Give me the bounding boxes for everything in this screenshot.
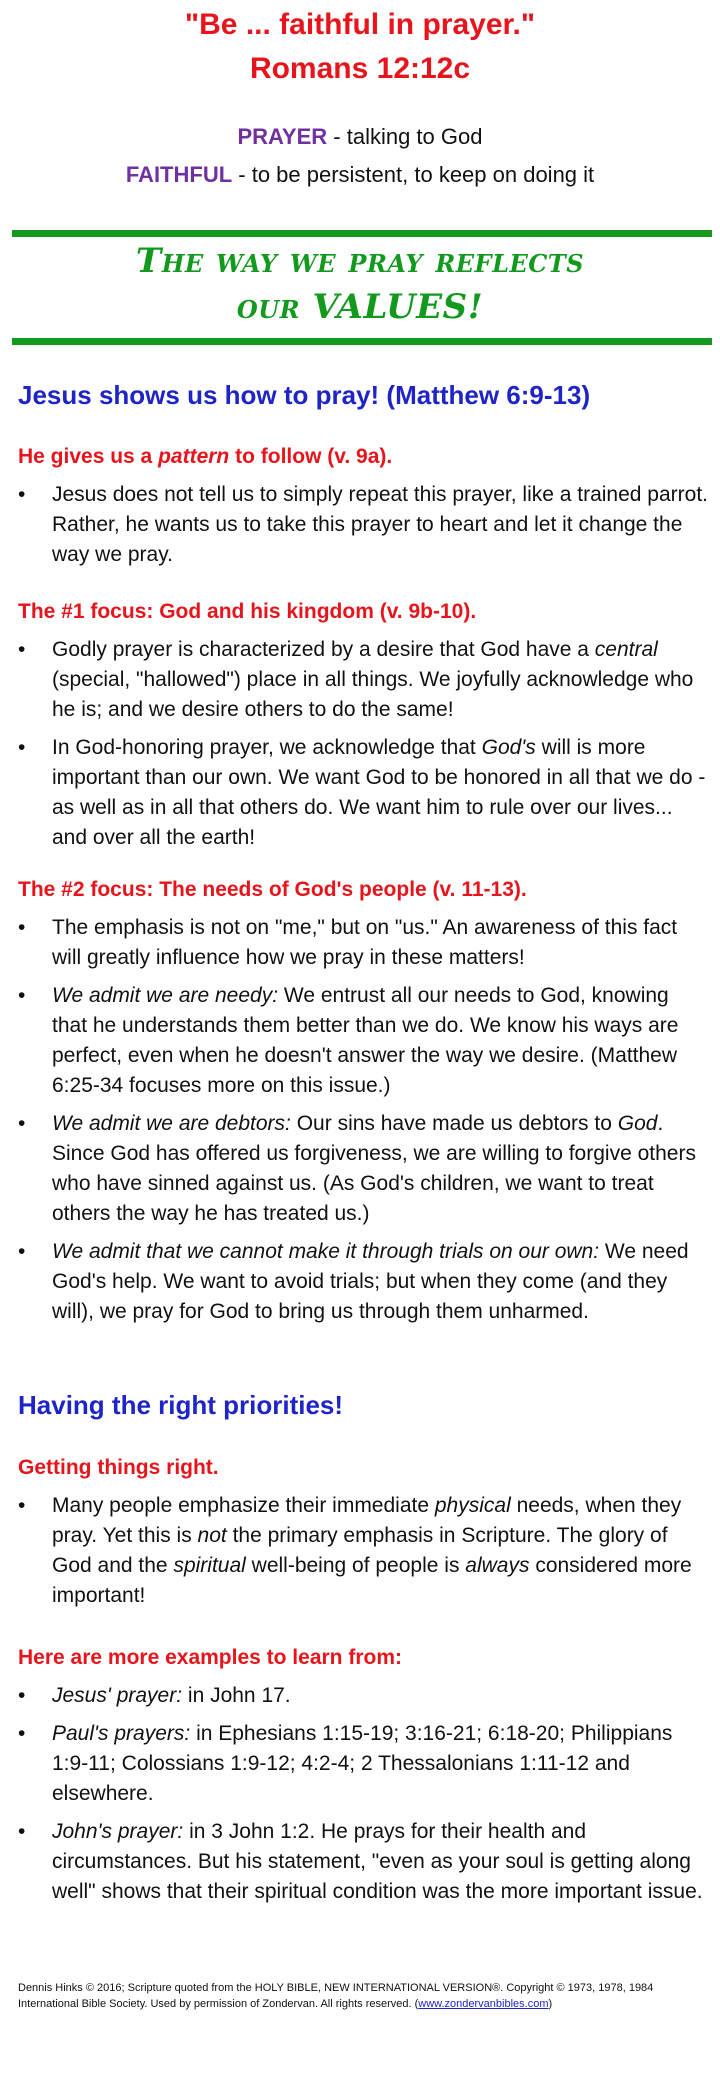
verse-reference: Romans 12:12c	[249, 52, 471, 85]
list-item-text: in John 17.	[182, 1684, 291, 1707]
list-item-emphasis: physical	[434, 1494, 511, 1517]
subheading-pattern	[18, 445, 392, 469]
focus-2-list	[18, 913, 708, 1335]
list-item	[18, 733, 708, 853]
bullet-icon: •	[18, 1820, 26, 1843]
list-item-emphasis: We admit we are needy:	[52, 984, 279, 1007]
verse-quote: "Be ... faithful in prayer."	[184, 8, 536, 41]
subheading-focus-1: The #1 focus: God and his kingdom (v. 9b-10).	[18, 600, 477, 623]
list-item-text: in Ephesians 1:15-19; 3:16-21; 6:18-20; Philippians 1:9-11; Colossians 1:9-12; 4:2-4; 2 Thessalonians 1:11-12 and elsewhere.	[52, 1722, 673, 1805]
list-item-emphasis: God	[617, 1112, 658, 1135]
list-item-text: We entrust all our needs to God, knowing that he understands them better than we do. We know his ways are perfect, even when he doesn't answer the way we desire. (Matthew 6:25-34 focuses more on this issue.)	[52, 984, 679, 1097]
definition-text: - talking to God	[327, 124, 483, 149]
list-item	[18, 1491, 708, 1611]
list-item-text: the primary emphasis in Scripture. The glory of God and the	[52, 1524, 668, 1577]
footer-copyright	[18, 1980, 708, 2012]
list-item	[18, 913, 708, 973]
bullet-icon: •	[18, 1240, 26, 1263]
focus-1-list	[18, 635, 708, 861]
definition-text: - to be persistent, to keep on doing it	[232, 162, 595, 187]
list-item-emphasis: always	[465, 1554, 530, 1577]
list-item	[18, 1681, 708, 1711]
list-item	[18, 480, 708, 570]
subheading-getting-right: Getting things right.	[18, 1456, 219, 1479]
subheading-examples: Here are more examples to learn from:	[18, 1646, 402, 1669]
bullet-icon: •	[18, 1112, 26, 1135]
pattern-list	[18, 480, 708, 578]
list-item	[18, 1817, 708, 1907]
list-item-text: Our sins have made us debtors to	[290, 1112, 618, 1135]
list-item-emphasis: God's	[481, 736, 536, 759]
examples-list	[18, 1681, 708, 1915]
list-item-emphasis: John's prayer:	[52, 1820, 184, 1843]
list-item-emphasis: spiritual	[173, 1554, 246, 1577]
list-item-emphasis: Paul's prayers:	[52, 1722, 191, 1745]
list-item	[18, 1719, 708, 1809]
zondervan-link[interactable]: www.zondervanbibles.com	[418, 1998, 549, 2010]
bottom-divider	[12, 338, 712, 345]
banner-line-2: our VALUES!	[236, 287, 484, 327]
list-item-text: In God-honoring prayer, we acknowledge that	[52, 736, 482, 759]
list-item	[18, 635, 708, 725]
subheading-emphasis: pattern	[158, 445, 230, 468]
bullet-icon: •	[18, 1722, 26, 1745]
list-item-emphasis: not	[197, 1524, 227, 1547]
bullet-icon: •	[18, 736, 26, 759]
list-item-text: We need God's help. We want to avoid trials; but when they come (and they will), we pray for God to bring us through them unharmed.	[52, 1240, 689, 1323]
definition-term: PRAYER	[237, 124, 328, 149]
subheading-text: to follow (v. 9a).	[229, 445, 393, 468]
list-item-text: Godly prayer is characterized by a desire that God have a	[52, 638, 595, 661]
bullet-icon: •	[18, 916, 26, 939]
bullet-icon: •	[18, 1684, 26, 1707]
list-item-text: The emphasis is not on "me," but on "us." An awareness of this fact will greatly influence how we pray in these matters!	[52, 916, 678, 969]
list-item-emphasis: central	[594, 638, 658, 661]
subheading-focus-2: The #2 focus: The needs of God's people (v. 11-13).	[18, 878, 527, 901]
footer-text: )	[548, 1998, 553, 2010]
list-item	[18, 1237, 708, 1327]
list-item-emphasis: Jesus' prayer:	[52, 1684, 183, 1707]
list-item-text: in 3 John 1:2. He prays for their health and circumstances. But his statement, "even as your soul is getting along well" shows that their spiritual condition was the more important issue.	[52, 1820, 703, 1903]
list-item-text: (special, "hallowed") place in all things. We joyfully acknowledge who he is; and we desire others to do the same!	[52, 668, 694, 721]
list-item-text: Jesus does not tell us to simply repeat this prayer, like a trained parrot. Rather, he wants us to take this prayer to heart and let it change the way we pray.	[52, 483, 708, 566]
subheading-text: He gives us a	[18, 445, 159, 468]
bullet-icon: •	[18, 483, 26, 506]
top-divider	[12, 230, 712, 237]
getting-right-list	[18, 1491, 708, 1619]
list-item-emphasis: We admit that we cannot make it through trials on our own:	[52, 1240, 600, 1263]
definition-prayer	[0, 124, 720, 150]
section-heading-pray: Jesus shows us how to pray! (Matthew 6:9-13)	[18, 380, 591, 410]
list-item	[18, 981, 708, 1101]
list-item-emphasis: We admit we are debtors:	[52, 1112, 291, 1135]
banner-line-1: The way we pray reflects	[135, 241, 585, 281]
list-item	[18, 1109, 708, 1229]
bullet-icon: •	[18, 984, 26, 1007]
list-item-text: needs, when they pray. Yet this is	[52, 1494, 682, 1547]
definition-faithful	[0, 162, 720, 188]
section-heading-priorities: Having the right priorities!	[18, 1390, 344, 1420]
bullet-icon: •	[18, 1494, 26, 1517]
list-item-text: Many people emphasize their immediate	[52, 1494, 435, 1517]
definition-term: FAITHFUL	[125, 162, 233, 187]
bullet-icon: •	[18, 638, 26, 661]
footer-text: Dennis Hinks © 2016; Scripture quoted from the HOLY BIBLE, NEW INTERNATIONAL VERSION®. Copyright © 1973, 1978, 1984 International Bible Society. Used by permission of Zondervan. All rights reserved. (	[18, 1982, 654, 2010]
list-item-text: will is more important than our own. We want God to be honored in all that we do - as well as in all that others do. We want him to rule over our lives... and over all the earth!	[52, 736, 706, 849]
list-item-text: . Since God has offered us forgiveness, we are willing to forgive others who have sinned against us. (As God's children, we want to treat others the way he has treated us.)	[52, 1112, 696, 1225]
list-item-text: well-being of people is	[245, 1554, 466, 1577]
values-banner	[0, 238, 720, 330]
list-item-text: considered more important!	[52, 1554, 692, 1607]
